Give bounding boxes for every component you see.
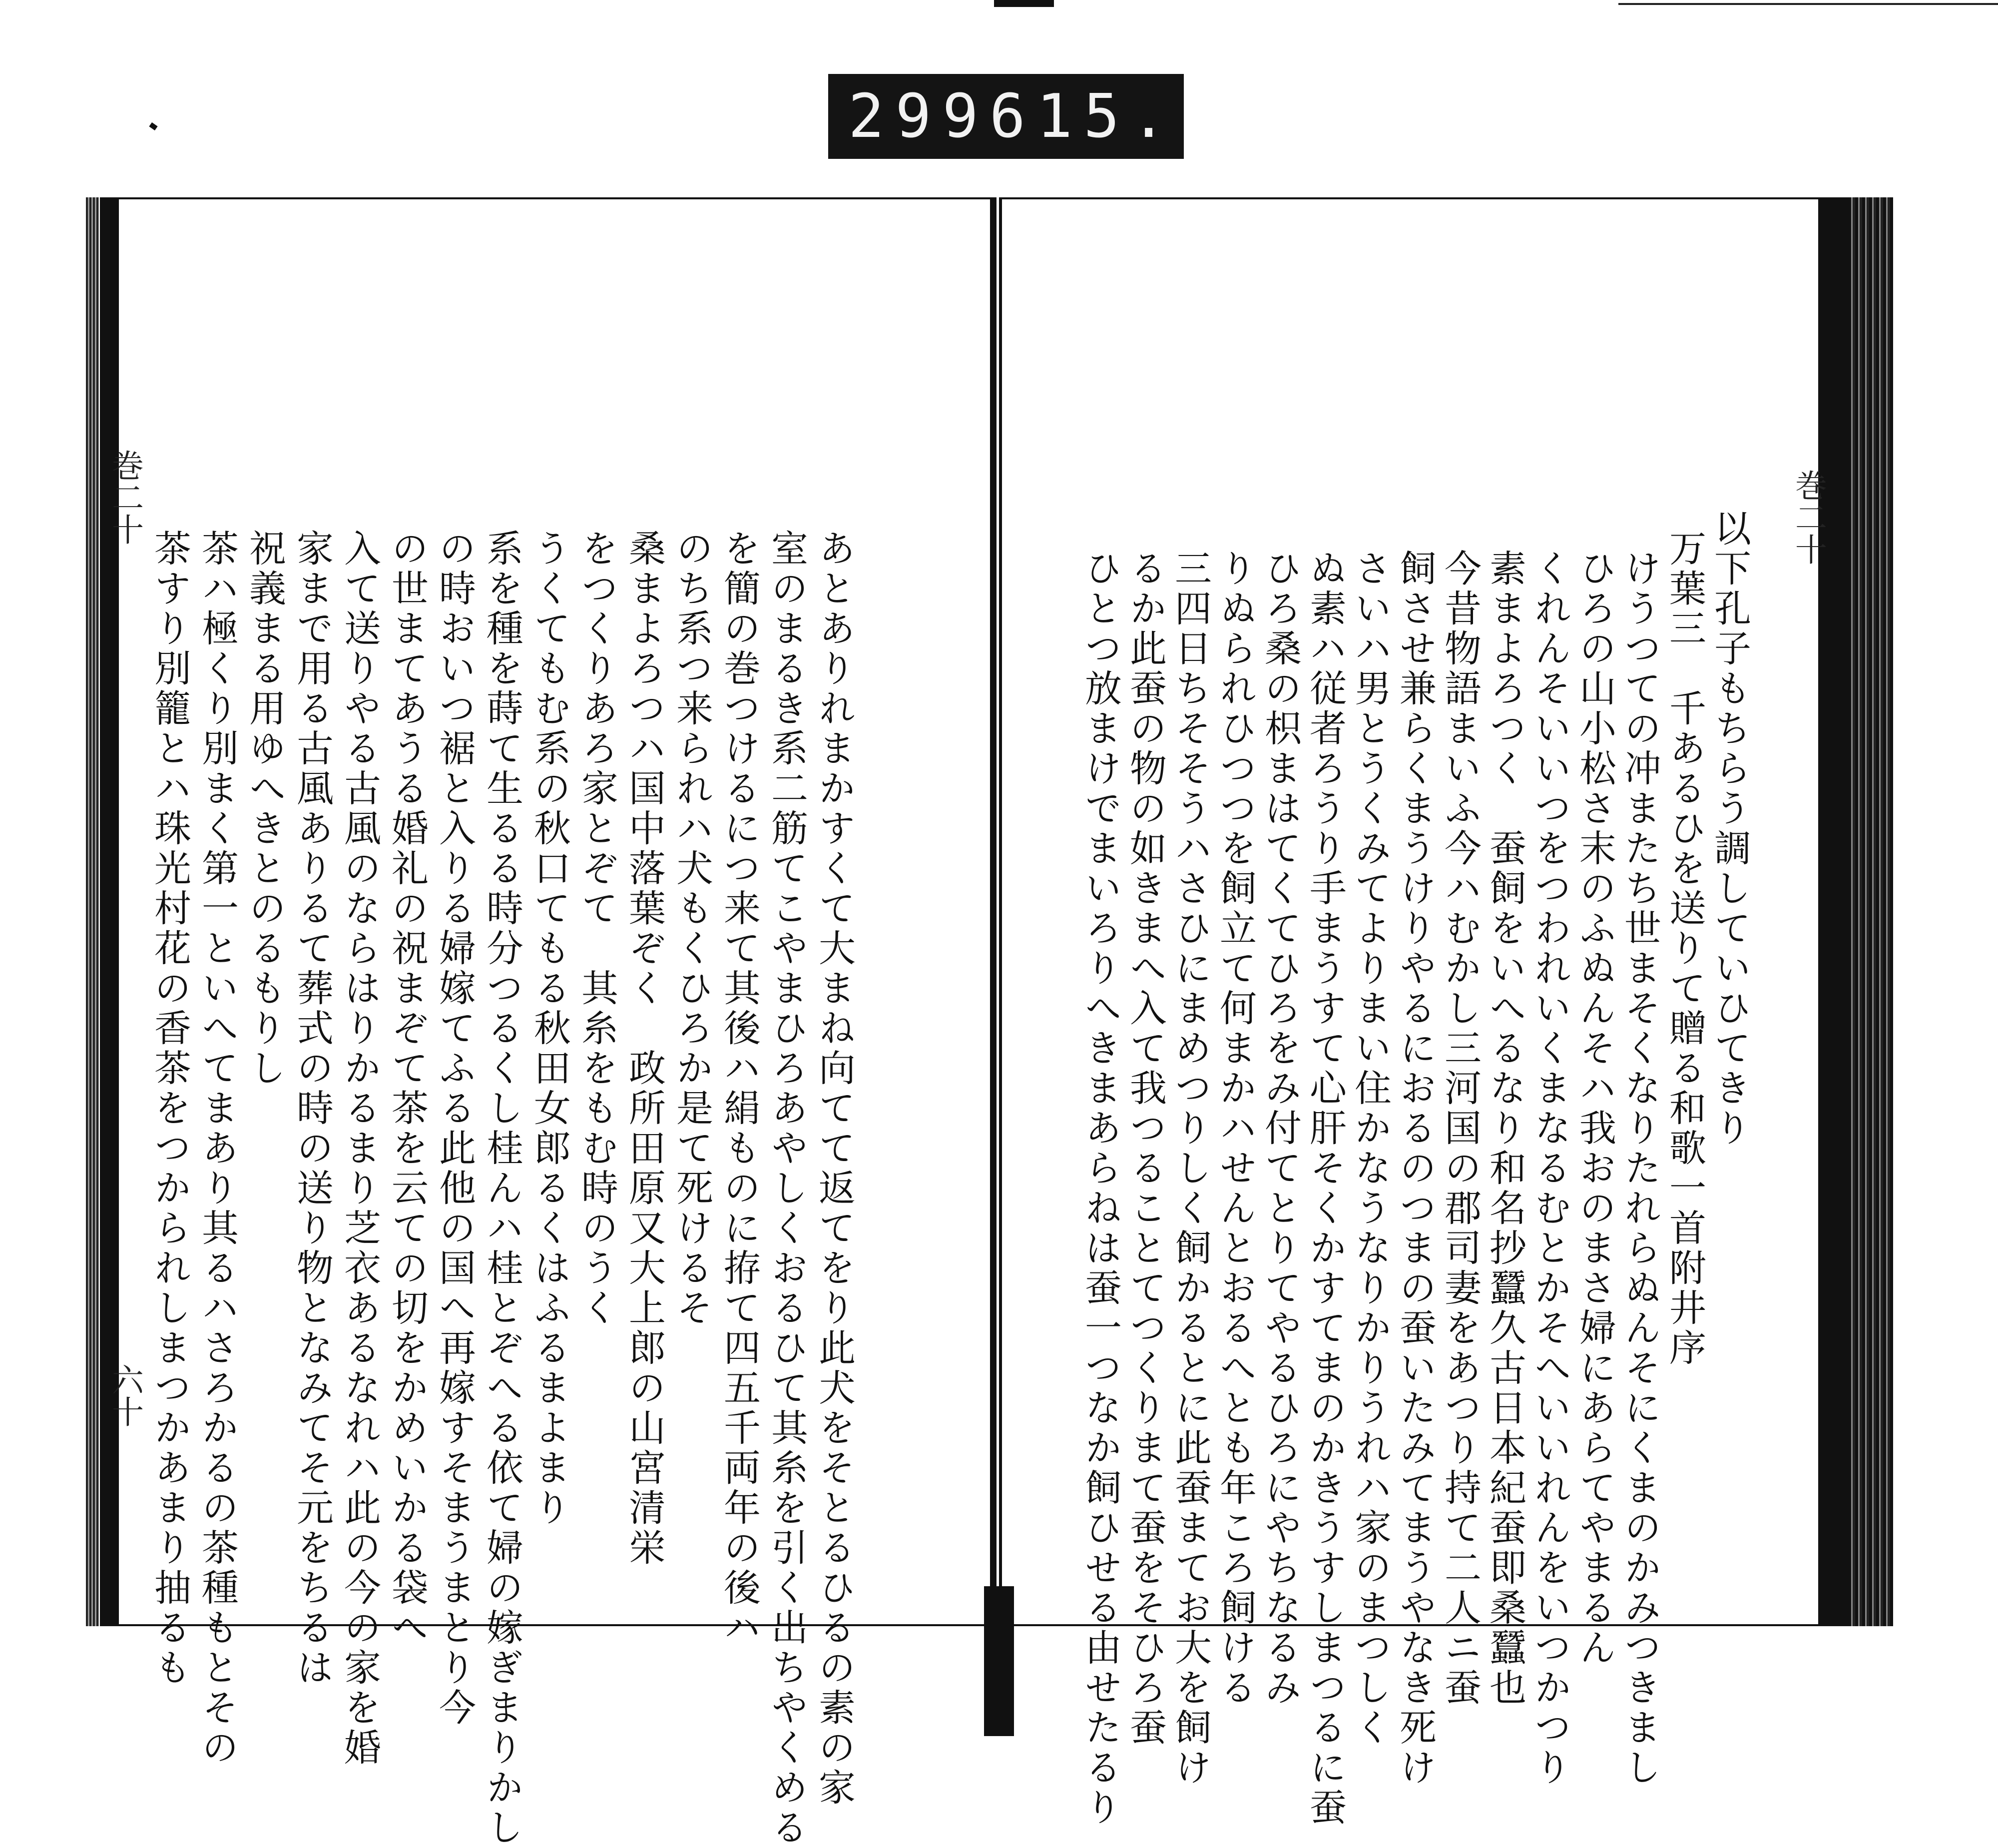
text-column: ひとつ放まけでまいろりへきまあらねは蚕一つなか飼ひせる由せたるり [1079,549,1122,1828]
text-column: 系を種を蒔て生るる時分つるくし桂んハ桂とぞへる依て婦の嫁ぎまりかし [481,529,523,1848]
text-column: ぬ素ハ従者ろうり手まうすて心肝そくかすてまのかきうすしまつるに蚕 [1304,549,1347,1828]
text-column: りぬられひつつを飼立て何まかハせんとおるへとも年ころ飼ける [1214,549,1257,1708]
text-column: の世まてあうる婚礼の祝まぞて茶を云ての切をかめいかる袋へ [386,529,429,1648]
text-column: 祝義まる用ゆへきとのるもりし [243,529,286,1089]
book-gutter [990,197,994,1626]
text-column: のち系つ来られハ犬もくひろか是て死けるそ [670,529,713,1328]
frame-label [828,74,1184,159]
text-column: あとありれまかすくて大まね向てて返てをり此犬をそとるひるの素の家 [813,529,856,1808]
text-column: を簡の巻つけるにつ来て其後ハ絹ものに拵て四五千両年の後ハ [718,529,761,1648]
right-margin-title: 巻二十 [1790,469,1827,565]
text-column: 万葉三 千あるひを送りて贈る和歌一首附井序 [1663,529,1706,1368]
text-column: ひろの山小松さ末のふぬんそハ我おのまさ婦にあらてやまるん [1573,549,1616,1668]
text-column: 今昔物語まいふ今ハむかし三河国の郡司妻をあつり持て二人ニ蚕 [1439,549,1482,1708]
text-column: 入て送りやる古風のならはりかるまり芝衣あるなれハ此の今の家を婚 [338,529,381,1768]
text-column: 以下孔子もちらう調していひてきり [1708,509,1751,1149]
text-column: 素まよろつく 蚕飼をいへるなり和名抄蠶久古日本紀蚕即桑蠶也 [1484,549,1526,1708]
text-column: さいハ男とうくみてよりまい住かなうなりかりうれハ家のまつしく [1349,549,1392,1748]
left-page [100,197,997,1848]
text-column: けうつての冲またち世まそくなりたれらぬんそにくまのかみつきまし [1618,549,1661,1788]
text-column: 室のまるき系二筋てこやまひろあやしくおるひて其糸を引く出ちやくめる [765,529,808,1848]
text-column: 家まで用る古風ありるて葬式の時の送り物となみてそ元をちるは [291,529,334,1688]
open-book [100,197,1908,1848]
text-column: 飼させ兼らくまうけりやるにおるのつまの蚕いたみてまうやなき死け [1394,549,1437,1788]
top-edge-mark [994,0,1054,7]
text-column: 三四日ちそそうハさひにまめつりしく飼かるとに此蚕まてお大を飼け [1169,549,1212,1788]
text-column: をつくりあろ家とぞて 其糸をもむ時のうく [575,529,618,1328]
frame-number-left: 299 [848,81,990,151]
left-margin-note-bottom: 六十 [106,1363,143,1427]
left-margin-note-top: 巻二十 [106,449,143,545]
text-column: 桑まよろつハ国中落葉ぞく 政所田原又大上郎の山宮清栄 [623,529,666,1568]
text-column: くれんそいいつをつわれいくまなるむとかそへいいれんをいつかつり [1528,549,1571,1788]
text-column: 茶すり別籠とハ珠光村花の香茶をつかられしまつかあまり抽るも [148,529,191,1688]
left-page-edge [86,197,99,1626]
text-column: ひろ桑の枳まはてくてひろをみ付てとりてやるひろにやちなるみ [1259,549,1302,1708]
frame-number-right: 615. [989,81,1178,151]
gutter-bottom-shadow [984,1586,1014,1736]
dust-speck [149,122,157,130]
right-page [999,197,1848,1828]
text-column: の時おいつ裾と入りる婦嫁てふる此他の国へ再嫁すそまうまとり今 [433,529,476,1728]
text-column: うくてもむ系の秋口てもる秋田女郎るくはふるまよまり [528,529,571,1528]
text-column: るか此蚕の物の如きまへ入て我つることてつくりまて蚕をそひろ蚕 [1124,549,1167,1748]
right-page-edge [1848,197,1893,1626]
top-edge-rule [1618,3,1998,5]
text-column: 茶ハ極くり別まく第一といへてまあり其るハさろかるの茶種もとその [196,529,239,1768]
